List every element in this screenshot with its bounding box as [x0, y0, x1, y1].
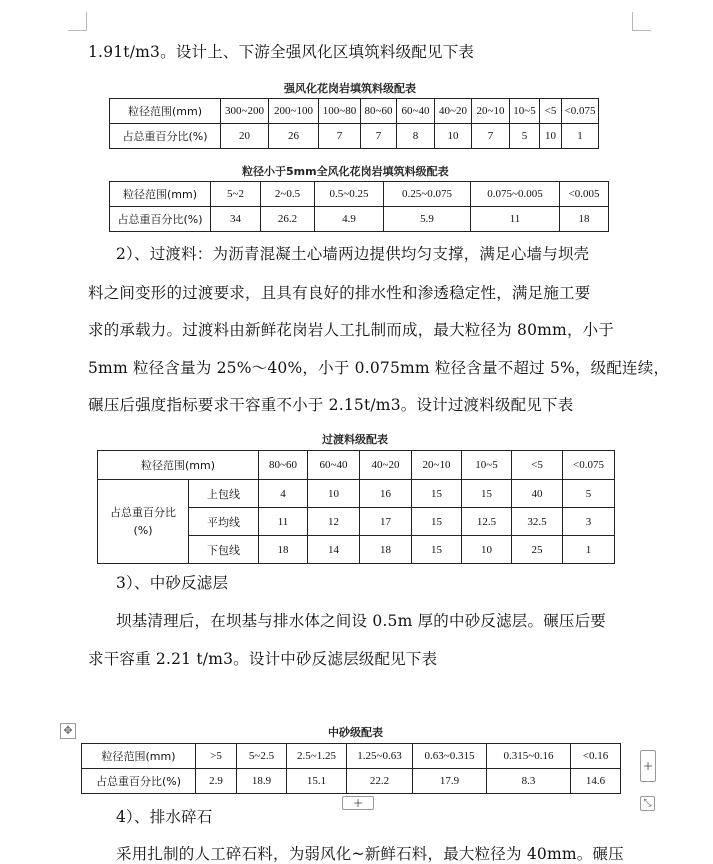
paragraph-line: 4）、排水碎石 — [116, 808, 213, 826]
table1-range-cell: 100~80 — [319, 99, 361, 124]
table3-row-label-line1: 占总重百分比 — [110, 505, 176, 519]
table3-range-cell: 10~5 — [462, 451, 512, 480]
table3-value-cell: 10 — [308, 480, 360, 508]
paragraph-line: 坝基清理后，在坝基与排水体之间设 0.5m 厚的中砂反滤层。碾压后要 — [116, 612, 607, 630]
table2-range-cell: 5~2 — [211, 182, 261, 207]
table4-value-cell: 14.6 — [571, 769, 621, 794]
table1-value-cell: 8 — [397, 124, 435, 149]
table2-value-cell: 34 — [211, 207, 261, 232]
table4-value-cell: 2.9 — [196, 769, 237, 794]
table3-range-cell: <0.075 — [563, 451, 615, 480]
table4 — [81, 743, 621, 794]
table4-value-cell: 15.1 — [287, 769, 347, 794]
paragraph-line: 3）、中砂反滤层 — [116, 574, 229, 592]
table2-value-cell: 11 — [471, 207, 560, 232]
table1-value-cell: 7 — [472, 124, 510, 149]
table2-range-cell: <0.005 — [560, 182, 609, 207]
table1-range-cell: 300~200 — [221, 99, 269, 124]
table1-value-cell: 10 — [435, 124, 472, 149]
table2-range-cell: 0.5~0.25 — [315, 182, 384, 207]
table2-value-cell: 26.2 — [261, 207, 315, 232]
add-column-button[interactable]: + — [640, 750, 656, 782]
table2-range-cell: 2~0.5 — [261, 182, 315, 207]
table1-range-cell: 200~100 — [269, 99, 319, 124]
table3-value-cell: 3 — [563, 508, 615, 536]
table2-value-cell: 18 — [560, 207, 609, 232]
table1-value-cell: 20 — [221, 124, 269, 149]
table1-caption: 强风化花岗岩填筑料级配表 — [284, 82, 416, 95]
table3-range-cell: 80~60 — [259, 451, 308, 480]
table4-range-cell: 5~2.5 — [237, 744, 287, 769]
table3-value-cell: 15 — [412, 536, 462, 564]
table1-range-cell: 80~60 — [361, 99, 397, 124]
paragraph-line: 采用扎制的人工碎石料，为弱风化~新鲜石料，最大粒径为 40mm。碾压 — [116, 845, 624, 863]
table3-value-cell: 18 — [259, 536, 308, 564]
table1-value-cell: 10 — [540, 124, 562, 149]
table4-value-cell: 18.9 — [237, 769, 287, 794]
table-resize-handle-icon[interactable]: ⤡ — [640, 796, 655, 811]
table3-row-label — [98, 480, 189, 564]
paragraph-line: 求的承载力。过渡料由新鲜花岗岩人工扎制而成，最大粒径为 80mm，小于 — [88, 321, 615, 339]
table2-value-cell: 4.9 — [315, 207, 384, 232]
table1 — [109, 98, 599, 149]
table3-value-cell: 17 — [360, 508, 412, 536]
table4-caption: 中砂级配表 — [328, 726, 383, 739]
table3-value-cell: 10 — [462, 536, 512, 564]
table3-value-cell: 32.5 — [512, 508, 563, 536]
table3-value-cell: 18 — [360, 536, 412, 564]
table3-value-cell: 4 — [259, 480, 308, 508]
paragraph-line: 料之间变形的过渡要求，且具有良好的排水性和渗透稳定性，满足施工要 — [88, 284, 591, 302]
table3 — [97, 450, 615, 564]
add-row-button[interactable]: + — [342, 796, 374, 810]
table3-subrow-label: 上包线 — [189, 480, 259, 508]
table3-value-cell: 12 — [308, 508, 360, 536]
table4-value-cell: 8.3 — [487, 769, 571, 794]
table4-range-cell: 1.25~0.63 — [347, 744, 413, 769]
table2-row-label: 占总重百分比(%) — [110, 207, 211, 232]
table3-row-label-line2: (%) — [133, 523, 153, 537]
table2-header-label: 粒径范围(mm) — [110, 182, 211, 207]
table1-value-cell: 1 — [562, 124, 599, 149]
table3-value-cell: 14 — [308, 536, 360, 564]
page-corner-mark-right — [632, 12, 651, 31]
table4-value-cell: 17.9 — [413, 769, 487, 794]
table2-range-cell: 0.075~0.005 — [471, 182, 560, 207]
table1-range-cell: 40~20 — [435, 99, 472, 124]
table3-value-cell: 15 — [462, 480, 512, 508]
table3-range-cell: 20~10 — [412, 451, 462, 480]
table4-value-cell: 22.2 — [347, 769, 413, 794]
table2-value-cell: 5.9 — [384, 207, 471, 232]
table4-range-cell: 0.63~0.315 — [413, 744, 487, 769]
table1-range-cell: 20~10 — [472, 99, 510, 124]
table3-value-cell: 1 — [563, 536, 615, 564]
table1-row-label: 占总重百分比(%) — [110, 124, 221, 149]
table2-range-cell: 0.25~0.075 — [384, 182, 471, 207]
table3-value-cell: 15 — [412, 480, 462, 508]
page-corner-mark-left — [68, 12, 87, 31]
table3-value-cell: 25 — [512, 536, 563, 564]
table3-range-cell: 40~20 — [360, 451, 412, 480]
paragraph-line: 5mm 粒径含量为 25%～40%，小于 0.075mm 粒径含量不超过 5%，级配连续， — [88, 359, 670, 377]
table4-range-cell: 2.5~1.25 — [287, 744, 347, 769]
table3-range-cell: 60~40 — [308, 451, 360, 480]
table1-range-cell: 10~5 — [510, 99, 540, 124]
table1-value-cell: 5 — [510, 124, 540, 149]
table1-range-cell: 60~40 — [397, 99, 435, 124]
table3-value-cell: 16 — [360, 480, 412, 508]
table2-caption: 粒径小于5mm全风化花岗岩填筑料级配表 — [242, 165, 449, 178]
table4-range-cell: >5 — [196, 744, 237, 769]
paragraph-line: 碾压后强度指标要求干容重不小于 2.15t/m3。设计过渡料级配见下表 — [88, 396, 574, 414]
table1-range-cell: <0.075 — [562, 99, 599, 124]
table4-range-cell: 0.315~0.16 — [487, 744, 571, 769]
paragraph-line: 2）、过渡料：为沥青混凝土心墙两边提供均匀支撑，满足心墙与坝壳 — [116, 245, 590, 263]
table1-value-cell: 26 — [269, 124, 319, 149]
table3-caption: 过渡料级配表 — [322, 433, 388, 446]
table2 — [109, 181, 609, 232]
table3-range-cell: <5 — [512, 451, 563, 480]
table3-subrow-label: 下包线 — [189, 536, 259, 564]
table-move-handle-icon[interactable]: ✥ — [60, 723, 76, 739]
table3-value-cell: 12.5 — [462, 508, 512, 536]
table3-value-cell: 40 — [512, 480, 563, 508]
table1-value-cell: 7 — [319, 124, 361, 149]
table3-subrow-label: 平均线 — [189, 508, 259, 536]
table3-value-cell: 11 — [259, 508, 308, 536]
table1-range-cell: <5 — [540, 99, 562, 124]
table1-header-label: 粒径范围(mm) — [110, 99, 221, 124]
table4-row-label: 占总重百分比(%) — [82, 769, 196, 794]
table1-value-cell: 7 — [361, 124, 397, 149]
table4-range-cell: <0.16 — [571, 744, 621, 769]
paragraph-line: 求干容重 2.21 t/m3。设计中砂反滤层级配见下表 — [88, 650, 438, 668]
table3-value-cell: 15 — [412, 508, 462, 536]
table3-header-label: 粒径范围(mm) — [98, 451, 259, 480]
table3-value-cell: 5 — [563, 480, 615, 508]
paragraph-line: 1.91t/m3。设计上、下游全强风化区填筑料级配见下表 — [88, 43, 475, 61]
table4-header-label: 粒径范围(mm) — [82, 744, 196, 769]
